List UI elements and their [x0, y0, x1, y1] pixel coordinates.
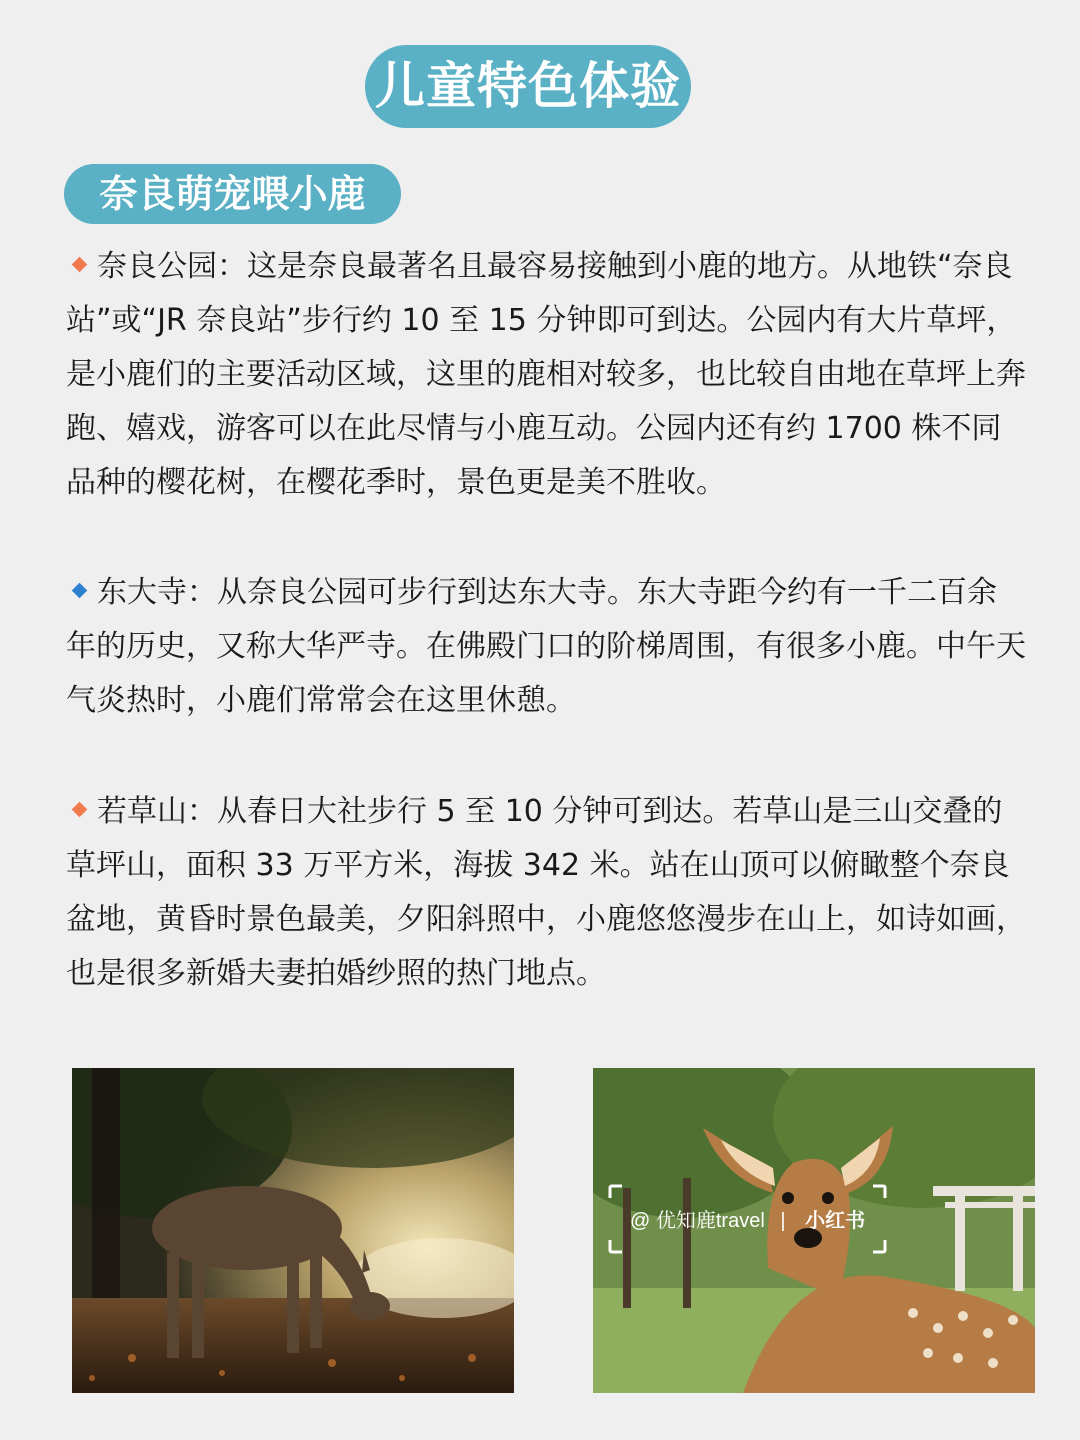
photo-deer-grazing: [72, 1068, 514, 1393]
deer-grazing-image: [72, 1068, 514, 1393]
paragraph-text: 东大寺：从奈良公园可步行到达东大寺。东大寺距今约有一千二百余年的历史，又称大华严寺。在佛殿门口的阶梯周围，有很多小鹿。中午天气炎热时，小鹿们常常会在这里休憩。: [66, 575, 1026, 718]
paragraph-todaiji: [66, 566, 1026, 728]
section-subtitle: 奈良萌宠喂小鹿: [64, 164, 401, 224]
diamond-bullet-icon: [72, 257, 88, 273]
diamond-bullet-icon: [72, 802, 88, 818]
paragraph-text: 奈良公园：这是奈良最著名且最容易接触到小鹿的地方。从地铁“奈良站”或“JR 奈良站”步行约 10 至 15 分钟即可到达。公园内有大片草坪，是小鹿们的主要活动区域，这里的鹿相对较多，也比较自由地在草坪上奔跑、嬉戏，游客可以在此尽情与小鹿互动。公园内还有约 1700 株不同品种的樱花树，在樱花季时，景色更是美不胜收。: [66, 249, 1026, 500]
paragraph-text: 若草山：从春日大社步行 5 至 10 分钟可到达。若草山是三山交叠的草坪山，面积 33 万平方米，海拔 342 米。站在山顶可以俯瞰整个奈良盆地，黄昏时景色最美，夕阳斜照中，小鹿悠悠漫步在山上，如诗如画，也是很多新婚夫妻拍婚纱照的热门地点。: [66, 794, 1026, 991]
watermark: [608, 1184, 887, 1254]
page-title: 儿童特色体验: [365, 45, 691, 128]
watermark-brand: 小红书: [805, 1210, 866, 1232]
watermark-separator: |: [780, 1210, 786, 1232]
watermark-text: [630, 1204, 865, 1233]
diamond-bullet-icon: [72, 583, 88, 599]
paragraph-nara-park: [66, 240, 1026, 510]
watermark-handle: @ 优知鹿travel: [630, 1210, 765, 1232]
paragraph-wakakusa: [66, 785, 1026, 1001]
